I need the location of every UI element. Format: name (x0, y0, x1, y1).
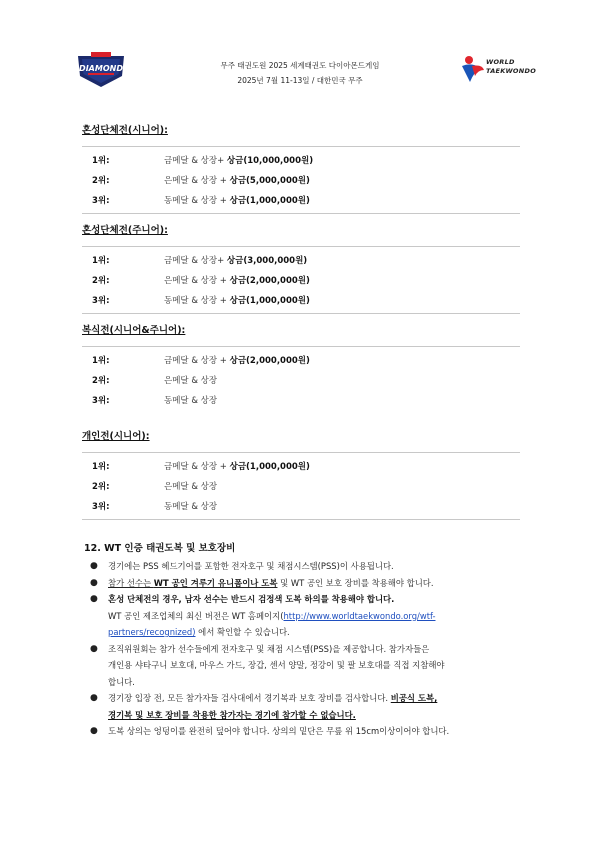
bullet-item: ● 조직위원회는 참가 선수들에게 전자호구 및 채점 시스템(PSS)을 제공합니다. 참가자들은 개인용 샤타구니 보호대, 마우스 가드, 장갑, 센서 양말, 정강이 및 팔 보호대를 직접 지참해야 합니다. (84, 641, 544, 691)
section-divider (82, 246, 520, 247)
bullet-icon: ● (90, 726, 98, 736)
rank-label: 2위: (92, 176, 110, 186)
prize-text: 금메달 & 상장+ 상금(3,000,000원) (164, 256, 308, 266)
prize-section-individual-senior (82, 428, 520, 524)
bullet-item: ● 참가 선수는 WT 공인 겨루기 유니폼이나 도복 및 WT 공인 보호 장비를 착용해야 합니다. (84, 575, 544, 592)
bullet-icon: ● (90, 643, 98, 654)
rank-label: 1위: (92, 156, 110, 166)
prize-text: 금메달 & 상장 + 상금(2,000,000원) (164, 356, 310, 366)
wt-logo-wordmark: WORLD TAEKWONDO (486, 58, 537, 75)
prize-row (82, 351, 520, 371)
rank-label: 3위: (92, 502, 110, 512)
rank-label: 3위: (92, 296, 110, 306)
bullet-icon: ● (90, 577, 98, 588)
prize-row (82, 497, 520, 517)
bullet-icon: ● (90, 693, 98, 703)
prize-text: 동메달 & 상장 + 상금(1,000,000원) (164, 196, 310, 206)
section-title: 복식전(시니어&주니어): (82, 325, 186, 336)
prize-text: 은메달 & 상장 (164, 376, 218, 386)
header-line-1: 무주 태권도원 2025 세계태권도 다이아몬드게임 (220, 61, 380, 70)
rank-label: 2위: (92, 482, 110, 492)
prize-text: 은메달 & 상장 + 상금(2,000,000원) (164, 276, 310, 286)
prize-text: 금메달 & 상장+ 상금(10,000,000원) (164, 156, 314, 166)
prize-row (82, 477, 520, 497)
section-divider (82, 213, 520, 214)
svg-text:DIAMOND: DIAMOND (79, 64, 123, 73)
prize-text: 동메달 & 상장 + 상금(1,000,000원) (164, 296, 310, 306)
prize-row (82, 291, 520, 311)
section-title: 개인전(시니어): (82, 431, 150, 442)
prize-row (82, 271, 520, 291)
wt-equipment-section (84, 540, 544, 740)
rank-label: 1위: (92, 462, 110, 472)
rank-label: 2위: (92, 376, 110, 386)
prize-text: 은메달 & 상장 (164, 482, 218, 492)
bullet-item: ● 도복 상의는 엉덩이를 완전히 덮어야 합니다. 상의의 밑단은 무릎 위 15cm이상이어야 합니다. (84, 723, 544, 740)
prize-section-mixed-team-senior (82, 122, 520, 218)
rank-label: 2위: (92, 276, 110, 286)
wt-partners-link-cont[interactable]: partners/recognized) (108, 627, 196, 637)
prize-text: 동메달 & 상장 (164, 396, 218, 406)
section-title: 혼성단체전(시니어): (82, 125, 168, 136)
section-divider (82, 146, 520, 147)
prize-text: 동메달 & 상장 (164, 502, 218, 512)
prize-row (82, 391, 520, 411)
prize-section-mixed-team-junior (82, 222, 520, 318)
bullet-item: ● 혼성 단체전의 경우, 남자 선수는 반드시 검정색 도복 하의를 착용해야 합니다. WT 공인 제조업체의 최신 버전은 WT 홈페이지(http://www.worldtaekwondo.org/wtf- partners/recognized) 에서 확인할 수 있습니다. (84, 591, 544, 641)
header-line-2: 2025년 7월 11-13일 / 대한민국 무주 (237, 76, 363, 85)
prize-row (82, 251, 520, 271)
prize-row (82, 171, 520, 191)
prize-section-pair (82, 322, 520, 411)
prize-row (82, 191, 520, 211)
section-heading: 12. WT 인증 태권도복 및 보호장비 (84, 543, 236, 554)
section-divider (82, 519, 520, 520)
bullet-item: ● 경기장 입장 전, 모든 참가자들 검사대에서 경기복과 보호 장비를 검사합니다. 비공식 도복, 경기복 및 보호 장비를 착용한 참가자는 경기에 참가할 수 없습니다. (84, 690, 544, 723)
bullet-item: ● 경기에는 PSS 헤드기어를 포함한 전자호구 및 채점시스템(PSS)이 사용됩니다. (84, 558, 544, 575)
bullet-icon: ● (90, 594, 98, 604)
page-header (0, 0, 600, 100)
prize-text: 금메달 & 상장 + 상금(1,000,000원) (164, 462, 310, 472)
rank-label: 3위: (92, 196, 110, 206)
prize-row (82, 151, 520, 171)
rank-label: 1위: (92, 356, 110, 366)
section-divider (82, 346, 520, 347)
bullet-icon: ● (90, 561, 98, 571)
section-title: 혼성단체전(주니어): (82, 225, 168, 236)
rank-label: 1위: (92, 256, 110, 266)
prize-row (82, 371, 520, 391)
wt-partners-link[interactable]: http://www.worldtaekwondo.org/wtf- (283, 610, 436, 621)
prize-text: 은메달 & 상장 + 상금(5,000,000원) (164, 176, 310, 186)
prize-row (82, 457, 520, 477)
section-divider (82, 452, 520, 453)
section-divider (82, 313, 520, 314)
rank-label: 3위: (92, 396, 110, 406)
